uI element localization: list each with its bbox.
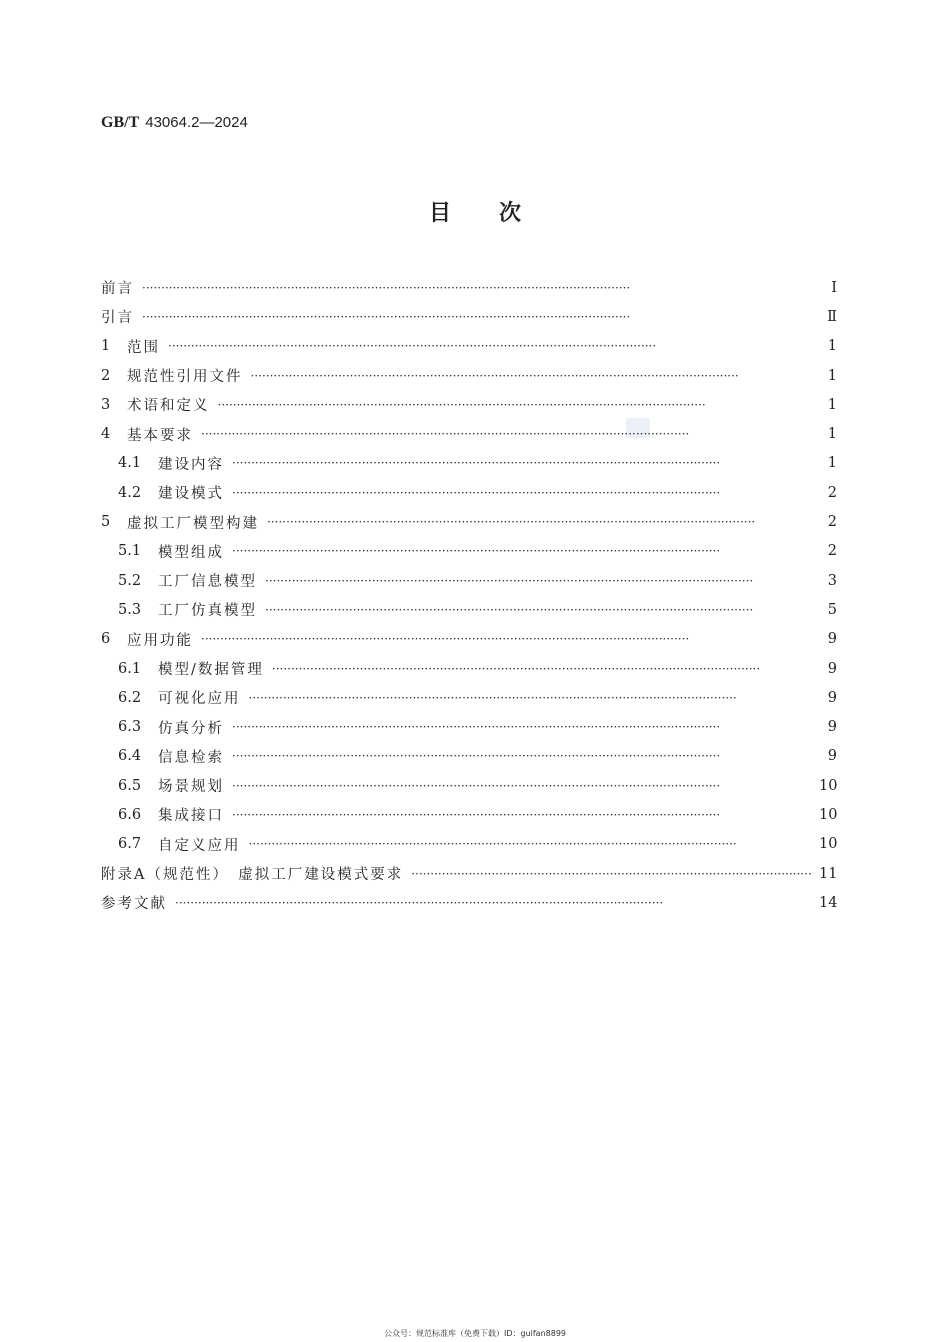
toc-entry-number: 5: [101, 514, 111, 531]
footer-text: 公众号：规范标准库（免费下载）ID：guifan8899: [383, 1329, 567, 1338]
toc-entry-number: 5.2: [118, 572, 142, 589]
toc-entry-label: 场景规划: [158, 779, 224, 796]
table-of-contents: [101, 273, 837, 918]
toc-entry-page: 10: [819, 806, 838, 823]
toc-entry-page: 9: [827, 748, 837, 765]
toc-entry-number: 4.2: [118, 484, 142, 501]
dot-leader: [175, 896, 811, 910]
toc-entry-number: 2: [101, 367, 111, 384]
toc-entry-number: 6.6: [118, 806, 142, 823]
toc-entry[interactable]: [101, 800, 837, 829]
toc-entry-page: 2: [827, 484, 837, 501]
toc-entry[interactable]: [101, 507, 837, 536]
toc-entry[interactable]: [101, 654, 837, 683]
dot-leader: [232, 544, 811, 558]
toc-entry-page: Ⅰ: [831, 279, 837, 296]
toc-entry-label: 信息检索: [158, 749, 224, 766]
toc-entry[interactable]: [101, 478, 837, 507]
toc-entry[interactable]: [101, 419, 837, 448]
toc-entry-number: 5.1: [118, 543, 142, 560]
toc-entry-page: 10: [819, 836, 838, 853]
dot-leader: [232, 456, 811, 470]
dot-leader: [267, 515, 811, 529]
dot-leader: [201, 427, 811, 441]
toc-entry-page: 3: [827, 572, 837, 589]
toc-entry[interactable]: [101, 595, 837, 624]
toc-entry-number: 6.1: [118, 660, 142, 677]
toc-entry-page: 1: [827, 396, 837, 413]
toc-entry-page: 1: [827, 367, 837, 384]
toc-entry-label: 工厂仿真模型: [158, 603, 257, 620]
dot-leader: [232, 808, 811, 822]
toc-entry-number: 1: [101, 338, 111, 355]
toc-entry-number: 6.5: [118, 777, 142, 794]
toc-entry-label: 模型/数据管理: [158, 662, 264, 678]
toc-entry-number: 3: [101, 396, 111, 413]
dot-leader: [232, 486, 811, 500]
page-title: 目次: [428, 200, 569, 226]
toc-entry-page: 9: [827, 660, 837, 677]
toc-entry-number: 5.3: [118, 601, 142, 618]
toc-entry-page: 9: [827, 631, 837, 648]
toc-entry-label: 仿真分析: [158, 720, 224, 737]
toc-entry[interactable]: [101, 302, 837, 331]
toc-entry-number: 6.2: [118, 689, 142, 706]
dot-leader: [249, 837, 812, 851]
toc-entry-label: 自定义应用: [158, 837, 241, 854]
toc-entry-number: 6: [101, 631, 111, 648]
toc-entry-label: 规范性引用文件: [127, 369, 243, 386]
dot-leader: [265, 574, 811, 588]
toc-entry[interactable]: [101, 859, 837, 888]
toc-entry-page: 1: [827, 426, 837, 443]
toc-entry-number: 6.3: [118, 719, 142, 736]
dot-leader: [251, 369, 812, 383]
standard-code: 43064.2—2024: [145, 114, 248, 131]
toc-entry[interactable]: [101, 683, 837, 712]
toc-entry[interactable]: [101, 566, 837, 595]
toc-entry[interactable]: [101, 449, 837, 478]
toc-entry-page: 1: [827, 338, 837, 355]
toc-entry-label: 模型组成: [158, 544, 224, 561]
dot-leader: [411, 867, 811, 881]
toc-entry-label: 引言: [101, 310, 134, 327]
toc-entry[interactable]: [101, 888, 837, 917]
toc-entry-label: 虚拟工厂模型构建: [127, 515, 259, 532]
toc-entry-label: 应用功能: [127, 632, 193, 649]
toc-entry-page: 11: [819, 865, 838, 882]
dot-leader: [142, 281, 811, 295]
toc-entry-label: 可视化应用: [158, 691, 241, 708]
toc-entry-number: 4.1: [118, 455, 142, 472]
toc-entry-page: 10: [819, 777, 838, 794]
standard-prefix: GB/T: [101, 114, 140, 131]
toc-entry[interactable]: [101, 390, 837, 419]
dot-leader: [218, 398, 812, 412]
toc-entry-page: 2: [827, 514, 837, 531]
toc-entry-label: 前言: [101, 281, 134, 298]
toc-entry-page: Ⅱ: [827, 308, 837, 325]
toc-entry-label: 范围: [127, 339, 160, 356]
dot-leader: [201, 632, 811, 646]
toc-entry-label: 参考文献: [101, 896, 167, 913]
toc-entry-page: 1: [827, 455, 837, 472]
toc-entry-label: 基本要求: [127, 427, 193, 444]
dot-leader: [232, 749, 811, 763]
toc-entry[interactable]: [101, 361, 837, 390]
dot-leader: [142, 310, 811, 324]
toc-entry[interactable]: [101, 625, 837, 654]
dot-leader: [232, 779, 811, 793]
toc-entry-number: 4: [101, 426, 111, 443]
standard-number: [101, 113, 248, 132]
toc-entry-label: 附录A（规范性） 虚拟工厂建设模式要求: [101, 867, 404, 884]
dot-leader: [272, 662, 811, 676]
toc-entry[interactable]: [101, 537, 837, 566]
toc-entry-page: 9: [827, 689, 837, 706]
toc-entry[interactable]: [101, 771, 837, 800]
toc-entry-label: 集成接口: [158, 808, 224, 825]
toc-entry[interactable]: [101, 332, 837, 361]
toc-entry[interactable]: [101, 830, 837, 859]
toc-entry-number: 6.7: [118, 836, 142, 853]
toc-entry-number: 6.4: [118, 748, 142, 765]
toc-entry[interactable]: [101, 742, 837, 771]
dot-leader: [265, 603, 811, 617]
toc-entry-label: 建设模式: [158, 486, 224, 503]
toc-entry[interactable]: [101, 273, 837, 302]
toc-entry-page: 9: [827, 719, 837, 736]
toc-entry-page: 14: [819, 894, 838, 911]
toc-entry-page: 5: [827, 601, 837, 618]
toc-entry-label: 术语和定义: [127, 398, 210, 415]
toc-entry-label: 建设内容: [158, 456, 224, 473]
dot-leader: [232, 720, 811, 734]
toc-entry-page: 2: [827, 543, 837, 560]
dot-leader: [168, 339, 811, 353]
dot-leader: [249, 691, 812, 705]
toc-entry[interactable]: [101, 712, 837, 741]
toc-entry-label: 工厂信息模型: [158, 574, 257, 591]
